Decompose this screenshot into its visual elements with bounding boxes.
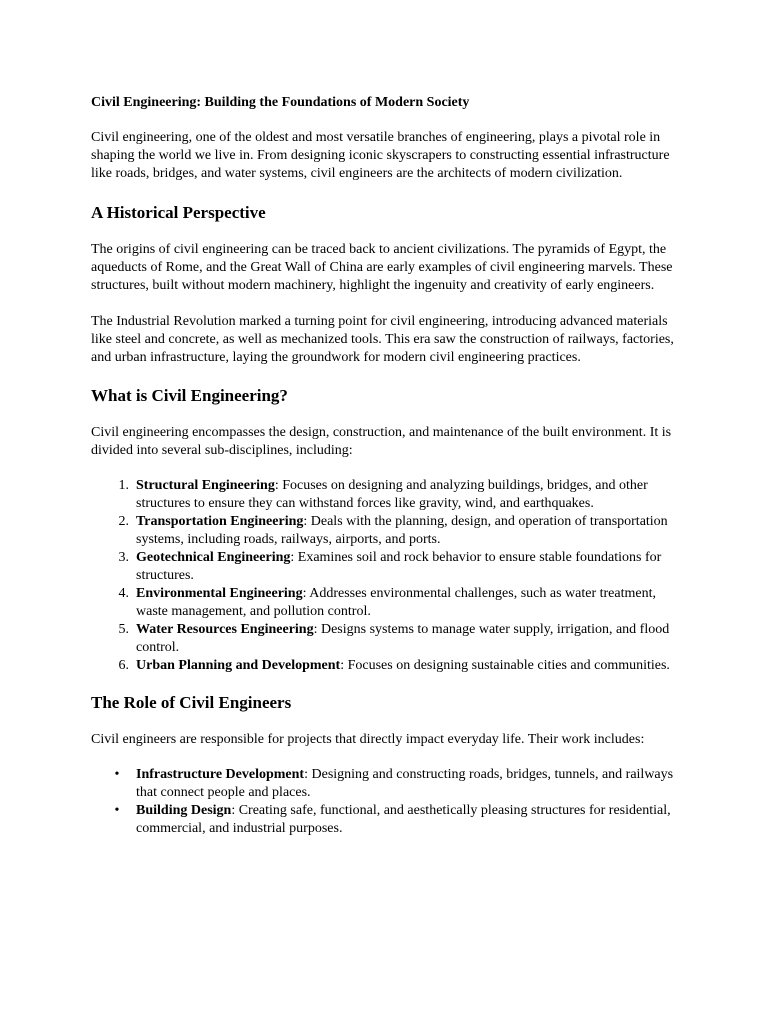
list-number: 3. <box>118 550 129 565</box>
list-item-text: : Addresses environmental challenges, such as water treatment, waste management, and pollution control. <box>136 586 656 619</box>
list-item <box>91 585 681 621</box>
paragraph-origins: The origins of civil engineering can be traced back to ancient civilizations. The pyramids of Egypt, the aqueducts of Rome, and the Great Wall of China are early examples of civil engineering marvels. These structures, built without modern machinery, highlight the ingenuity and creativity of early engineers. <box>91 242 673 293</box>
list-item-term: Urban Planning and Development <box>136 658 341 673</box>
bullet-icon: • <box>114 803 120 818</box>
list-item-text: : Deals with the planning, design, and operation of transportation systems, including roads, railways, airports, and ports. <box>136 514 668 547</box>
list-number: 4. <box>118 586 129 601</box>
list-number: 6. <box>118 658 129 673</box>
list-item-term: Structural Engineering <box>136 478 275 493</box>
list-item-term: Water Resources Engineering <box>136 622 314 637</box>
list-item <box>91 621 681 657</box>
paragraph-industrial-revolution: The Industrial Revolution marked a turning point for civil engineering, introducing advanced materials like steel and concrete, as well as mechanized tools. This era saw the construction of railways, factories, and urban infrastructure, laying the groundwork for modern civil engineering practices. <box>91 314 674 365</box>
paragraph-what-is: Civil engineering encompasses the design, construction, and maintenance of the built environment. It is divided into several sub-disciplines, including: <box>91 425 672 458</box>
list-item-text: : Creating safe, functional, and aesthetically pleasing structures for residential, commercial, and industrial purposes. <box>136 803 671 836</box>
intro-paragraph: Civil engineering, one of the oldest and most versatile branches of engineering, plays a pivotal role in shaping the world we live in. From designing iconic skyscrapers to constructing essential infrastructure like roads, bridges, and water systems, civil engineers are the architects of modern civilization. <box>91 130 670 181</box>
section-heading-role: The Role of Civil Engineers <box>91 693 292 712</box>
document-title: Civil Engineering: Building the Foundations of Modern Society <box>91 95 470 110</box>
list-item-text: : Focuses on designing and analyzing buildings, bridges, and other structures to ensure they can withstand forces like gravity, wind, and earthquakes. <box>136 478 648 511</box>
section-heading-historical: A Historical Perspective <box>91 203 266 222</box>
list-item <box>91 657 681 675</box>
list-number: 5. <box>118 622 129 637</box>
subdisciplines-list <box>91 477 681 675</box>
list-item-text: : Designs systems to manage water supply, irrigation, and flood control. <box>136 622 670 655</box>
list-item <box>91 802 681 838</box>
bullet-icon: • <box>114 767 120 782</box>
list-item-term: Geotechnical Engineering <box>136 550 291 565</box>
list-item-term: Transportation Engineering <box>136 514 304 529</box>
list-item-term: Infrastructure Development <box>136 767 305 782</box>
list-item <box>91 513 681 549</box>
list-number: 1. <box>118 478 129 493</box>
document-page <box>91 94 681 838</box>
list-item-term: Building Design <box>136 803 232 818</box>
role-list <box>91 766 681 838</box>
list-number: 2. <box>118 514 129 529</box>
paragraph-role: Civil engineers are responsible for projects that directly impact everyday life. Their work includes: <box>91 732 645 747</box>
list-item-text: : Focuses on designing sustainable cities and communities. <box>340 658 670 673</box>
list-item-text: : Designing and constructing roads, bridges, tunnels, and railways that connect people and places. <box>136 767 674 800</box>
list-item <box>91 549 681 585</box>
section-heading-what-is: What is Civil Engineering? <box>91 386 288 405</box>
list-item-term: Environmental Engineering <box>136 586 303 601</box>
list-item <box>91 766 681 802</box>
list-item <box>91 477 681 513</box>
list-item-text: : Examines soil and rock behavior to ensure stable foundations for structures. <box>136 550 662 583</box>
